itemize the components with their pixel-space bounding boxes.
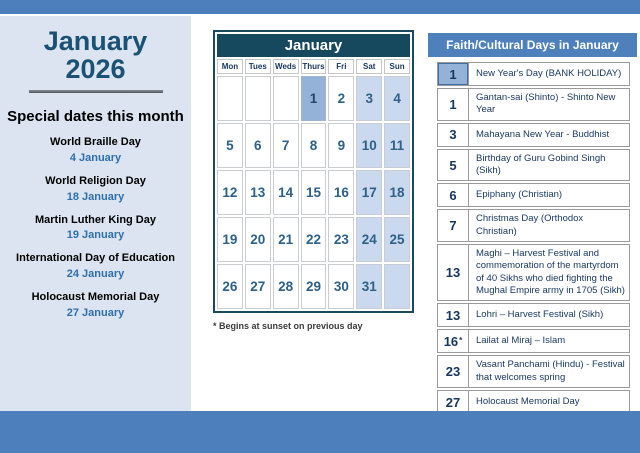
faith-description: Maghi – Harvest Festival and commemoration of the martyrdom of 40 Sikhs who died fighting the Mughal Empire army in 1705 (Sikh) (476, 248, 625, 297)
calendar-day-cell: 19 (217, 217, 243, 262)
calendar-day-cell: 3 (356, 76, 382, 121)
calendar-day-cell: 10 (356, 123, 382, 168)
event-name: World Braille Day (50, 136, 141, 149)
faith-date-cell: 1 (438, 63, 469, 85)
calendar-day-cell: 22 (301, 217, 327, 262)
calendar-day-cell: 24 (356, 217, 382, 262)
calendar-day-cell: 25 (384, 217, 410, 262)
faith-description: Lailat al Miraj – Islam (476, 335, 566, 347)
faith-date-cell: 3 (438, 124, 469, 146)
bottom-accent-bar (0, 411, 640, 453)
calendar-footnote: * Begins at sunset on previous day (213, 321, 363, 331)
event-date: 24 January (66, 268, 125, 281)
day-name-cell: Fri (328, 59, 354, 74)
event-date: 19 January (66, 229, 125, 242)
faith-date-cell: 23 (438, 356, 469, 387)
day-name-cell: Weds (273, 59, 299, 74)
calendar-day-names-row (217, 59, 410, 74)
event-name: World Religion Day (45, 174, 146, 187)
event-date: 4 January (69, 151, 122, 164)
calendar-day-cell: 12 (217, 170, 243, 215)
faith-description: Lohri – Harvest Festival (Sikh) (476, 309, 604, 321)
day-name-cell: Mon (217, 59, 243, 74)
event-date: 18 January (66, 190, 125, 203)
day-name-cell: Thurs (301, 59, 327, 74)
calendar-day-cell: 5 (217, 123, 243, 168)
month-title (0, 27, 191, 83)
faith-date-cell: 5 (438, 150, 469, 181)
faith-row (437, 355, 630, 388)
calendar-day-cell (217, 76, 243, 121)
faith-date-cell: 7 (438, 210, 469, 241)
calendar-day-cell (384, 264, 410, 309)
month-title-year: 2026 (65, 54, 126, 85)
event-date: 27 January (66, 306, 125, 319)
calendar-day-cell: 2 (328, 76, 354, 121)
faith-date-cell: 27 (438, 391, 469, 413)
calendar-day-cell: 15 (301, 170, 327, 215)
faith-table (437, 62, 630, 442)
faith-date-cell: 6 (438, 184, 469, 206)
faith-date-cell: 16 * (438, 330, 469, 352)
special-event (0, 136, 191, 164)
sidebar (0, 16, 191, 411)
faith-date-cell: 13 (438, 245, 469, 300)
faith-date-cell: 1 (438, 89, 469, 120)
calendar-day-cell: 8 (301, 123, 327, 168)
faith-description: New Year's Day (BANK HOLIDAY) (476, 67, 622, 79)
faith-row (437, 329, 630, 353)
top-accent-bar (0, 0, 640, 14)
calendar-day-cell: 7 (273, 123, 299, 168)
title-rule (29, 90, 163, 93)
calendar-day-cell (245, 76, 271, 121)
faith-description: Epiphany (Christian) (476, 189, 563, 201)
special-event (0, 175, 191, 203)
faith-description: Christmas Day (Orthodox Christian) (476, 213, 584, 237)
faith-description: Gantan-sai (Shinto) - Shinto New Year (476, 92, 616, 116)
day-name-cell: Tues (245, 59, 271, 74)
faith-row (437, 183, 630, 207)
faith-date-cell: 13 (438, 304, 469, 326)
calendar-day-cell (273, 76, 299, 121)
calendar-day-cell: 14 (273, 170, 299, 215)
special-event (0, 252, 191, 280)
special-events-list (0, 136, 191, 319)
faith-row (437, 123, 630, 147)
calendar-day-cell: 27 (245, 264, 271, 309)
calendar-grid (217, 76, 410, 309)
calendar-day-cell: 31 (356, 264, 382, 309)
calendar-day-cell: 1 (301, 76, 327, 121)
calendar-day-cell: 23 (328, 217, 354, 262)
calendar-day-cell: 9 (328, 123, 354, 168)
faith-row (437, 62, 630, 86)
calendar-day-cell: 26 (217, 264, 243, 309)
faith-description: Mahayana New Year - Buddhist (476, 128, 610, 140)
calendar-day-cell: 21 (273, 217, 299, 262)
calendar-day-cell: 17 (356, 170, 382, 215)
faith-row (437, 209, 630, 242)
calendar-day-cell: 6 (245, 123, 271, 168)
calendar-day-cell: 11 (384, 123, 410, 168)
calendar-day-cell: 30 (328, 264, 354, 309)
special-dates-heading: Special dates this month (7, 108, 184, 126)
calendar-day-cell: 4 (384, 76, 410, 121)
event-name: Martin Luther King Day (34, 213, 156, 226)
calendar-day-cell: 28 (273, 264, 299, 309)
faith-description: Holocaust Memorial Day (476, 395, 580, 407)
mini-calendar (213, 30, 414, 313)
faith-description: Vasant Panchami (Hindu) - Festival that welcomes spring (476, 359, 625, 383)
event-name: International Day of Education (16, 252, 175, 265)
day-name-cell: Sun (384, 59, 410, 74)
faith-description: Birthday of Guru Gobind Singh (Sikh) (476, 152, 606, 177)
calendar-day-cell: 16 (328, 170, 354, 215)
calendar-day-cell: 29 (301, 264, 327, 309)
calendar-day-cell: 13 (245, 170, 271, 215)
day-name-cell: Sat (356, 59, 382, 74)
faith-row (437, 88, 630, 121)
faith-panel-header: Faith/Cultural Days in January (428, 33, 637, 57)
month-title-month: January (43, 26, 148, 56)
faith-row (437, 244, 630, 301)
faith-row (437, 149, 630, 182)
calendar-day-cell: 20 (245, 217, 271, 262)
special-event (0, 214, 191, 242)
event-name: Holocaust Memorial Day (31, 291, 160, 304)
special-event (0, 291, 191, 319)
faith-row (437, 303, 630, 327)
calendar-title: January (217, 34, 410, 57)
calendar-day-cell: 18 (384, 170, 410, 215)
